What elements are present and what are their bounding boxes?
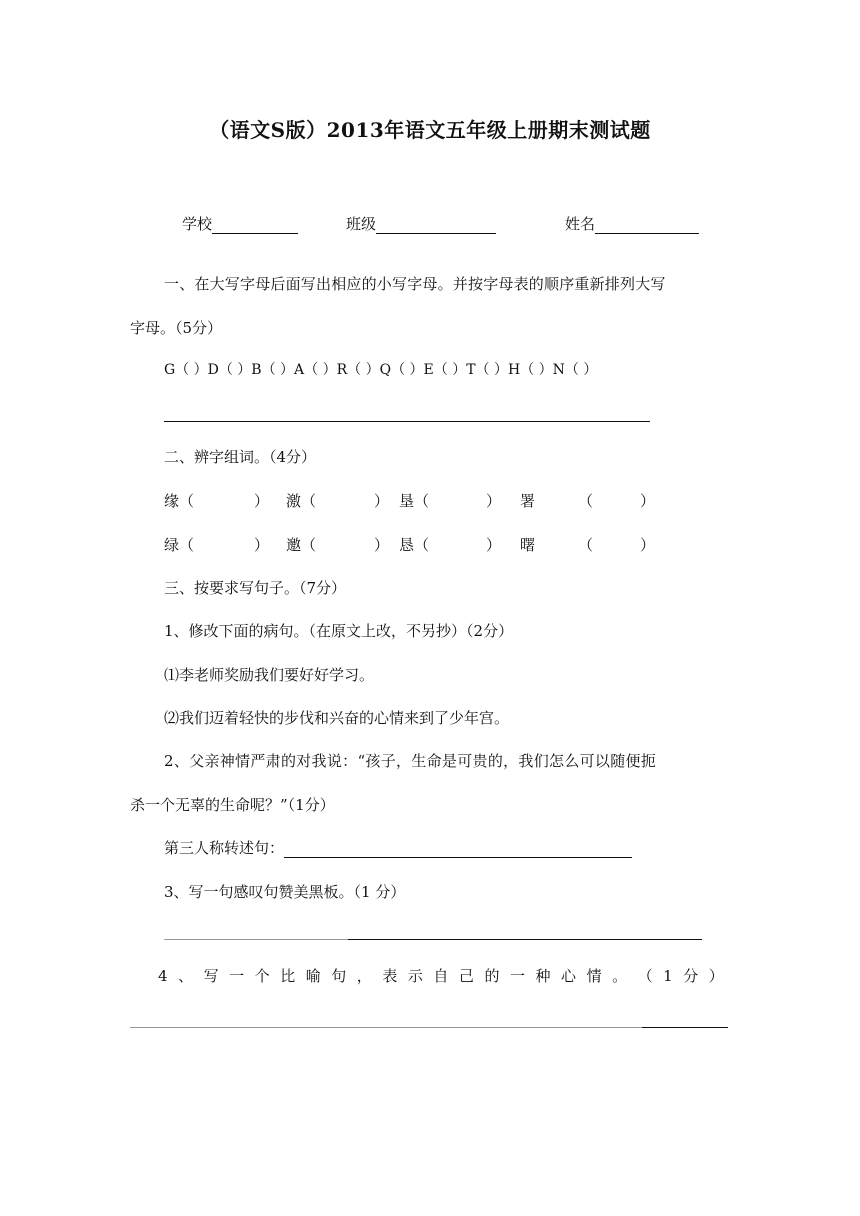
q3-item4-answer-line-b[interactable] (642, 1027, 728, 1028)
q3-item4-char: 比 (280, 967, 296, 985)
q1-text-line2: 字母。（5分） (130, 319, 223, 337)
q2-row2-open: （ (578, 536, 594, 554)
q3-item4-char: 示 (407, 967, 423, 985)
q3-item3-answer-line-a[interactable] (164, 939, 348, 940)
q3-item3: 3、写一句感叹句赞美黑板。（1 分） (164, 883, 406, 901)
q2-row1-char: 垦（ (399, 492, 430, 510)
name-blank[interactable] (595, 215, 699, 234)
q3-item4 (158, 966, 724, 986)
q3-item4-char: 种 (535, 967, 551, 985)
q3-item2-answer (164, 838, 632, 858)
q2-row2-close: ） (254, 536, 270, 554)
q3-item4-char: 、 (178, 967, 194, 985)
q2-row1-close: ） (486, 492, 502, 510)
q3-item4-char: 1 (663, 967, 673, 985)
q3-item4-char: 情 (586, 967, 602, 985)
q2-row1-close: ） (640, 492, 656, 510)
q2-row2-close: ） (486, 536, 502, 554)
q3-item4-char: 己 (458, 967, 474, 985)
q2-row1-char: 署 (520, 492, 536, 510)
q3-item4-char: 一 (229, 967, 245, 985)
q3-item4-char: 一 (509, 967, 525, 985)
q3-item2-line2: 杀一个无辜的生命呢？”（1分） (130, 796, 335, 814)
q3-item4-char: 分 (683, 967, 699, 985)
school-blank[interactable] (212, 215, 298, 234)
q2-row1-close: ） (254, 492, 270, 510)
q3-item4-char: 自 (433, 967, 449, 985)
q3-item4-char: 4 (158, 967, 168, 985)
q3-item1: 1、修改下面的病句。（在原文上改，不另抄）（2分） (164, 622, 514, 640)
q2-row2-close: ） (374, 536, 390, 554)
q3-heading: 三、按要求写句子。（7分） (164, 579, 347, 597)
q3-item2-line1: 2、父亲神情严肃的对我说：“孩子，生命是可贵的，我们怎么可以随便扼 (164, 752, 657, 770)
q3-item4-char: 个 (254, 967, 270, 985)
q3-item4-answer-line-a[interactable] (130, 1027, 642, 1028)
name-label: 姓名 (565, 215, 596, 233)
q2-row1-char: 缘（ (164, 492, 195, 510)
q3-item4-char: 的 (484, 967, 500, 985)
q3-item4-char: 写 (203, 967, 219, 985)
q2-row1-close: ） (374, 492, 390, 510)
q3-item4-char: ， (356, 967, 372, 985)
q2-row2-close: ） (640, 536, 656, 554)
q2-row2-char: 恳（ (399, 536, 430, 554)
q2-row2-char: 绿（ (164, 536, 195, 554)
q1-answer-line[interactable] (164, 421, 650, 422)
q3-item2-answer-blank[interactable] (284, 839, 632, 858)
q3-item4-char: （ (637, 967, 653, 985)
q2-row1-open: （ (578, 492, 594, 510)
q3-item4-char: 表 (382, 967, 398, 985)
q3-item1-sentence-a: ⑴李老师奖励我们要好好学习。 (164, 666, 375, 684)
class-label: 班级 (346, 215, 377, 233)
q1-text-line1: 一、在大写字母后面写出相应的小写字母。并按字母表的顺序重新排列大写 (164, 275, 666, 293)
q3-item4-char: 心 (561, 967, 577, 985)
q2-heading: 二、辨字组词。（4分） (164, 448, 317, 466)
class-blank[interactable] (376, 215, 496, 234)
q3-item4-char: 喻 (305, 967, 321, 985)
page-title: （语文S版）2013年语文五年级上册期末测试题 (209, 118, 651, 142)
q3-item4-char: ） (708, 967, 724, 985)
q3-item4-char: 句 (331, 967, 347, 985)
q3-item1-sentence-b: ⑵我们迈着轻快的步伐和兴奋的心情来到了少年宫。 (164, 709, 510, 727)
q3-item3-answer-line-b[interactable] (348, 939, 702, 940)
q2-row2-char: 曙 (520, 536, 536, 554)
q1-letters: G（ ）D（ ）B（ ）A（ ）R（ ）Q（ ）E（ ）T（ ）H（ ）N（ ） (164, 362, 598, 378)
name-field (565, 214, 699, 234)
class-field (346, 214, 496, 234)
q2-row2-char: 邀（ (286, 536, 317, 554)
school-label: 学校 (182, 215, 213, 233)
q2-row1-char: 激（ (286, 492, 317, 510)
q3-item2-answer-label: 第三人称转述句： (164, 839, 285, 857)
q3-item4-char: 。 (612, 967, 628, 985)
school-field (182, 214, 298, 234)
